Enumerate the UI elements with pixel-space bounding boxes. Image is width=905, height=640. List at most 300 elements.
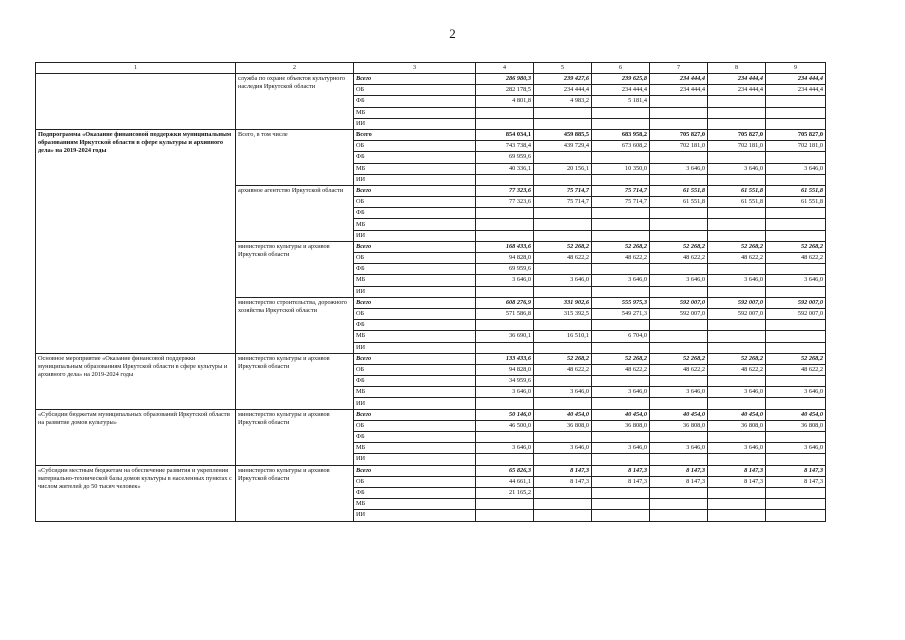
header-cell: 5 xyxy=(534,63,592,74)
budget-table xyxy=(35,62,826,522)
amount-cell xyxy=(650,96,708,107)
funding-source-cell: МБ xyxy=(354,107,476,118)
program-name-cell: «Субсидии бюджетам муниципальных образований Иркутской области на развитие домов культуры» xyxy=(36,409,236,465)
amount-cell xyxy=(766,320,826,331)
amount-cell xyxy=(708,432,766,443)
amount-cell xyxy=(650,487,708,498)
amount-cell xyxy=(766,264,826,275)
funding-source-cell: Всего xyxy=(354,353,476,364)
funding-source-cell: ОБ xyxy=(354,308,476,319)
amount-cell: 36 808,0 xyxy=(592,420,650,431)
header-cell: 6 xyxy=(592,63,650,74)
funding-source-cell: Всего xyxy=(354,129,476,140)
amount-cell: 21 165,2 xyxy=(476,487,534,498)
amount-cell: 36 690,1 xyxy=(476,331,534,342)
executor-cell: министерство культуры и архивов Иркутской области xyxy=(236,409,354,465)
amount-cell: 52 268,2 xyxy=(708,353,766,364)
amount-cell: 8 147,3 xyxy=(534,465,592,476)
amount-cell xyxy=(592,454,650,465)
amount-cell: 234 444,4 xyxy=(592,85,650,96)
amount-cell xyxy=(476,510,534,521)
amount-cell xyxy=(592,398,650,409)
executor-cell: министерство культуры и архивов Иркутской области xyxy=(236,241,354,297)
amount-cell: 3 646,0 xyxy=(534,443,592,454)
amount-cell xyxy=(650,118,708,129)
funding-source-cell: ФБ xyxy=(354,208,476,219)
amount-cell: 48 622,2 xyxy=(650,253,708,264)
amount-cell: 40 454,0 xyxy=(534,409,592,420)
amount-cell xyxy=(534,499,592,510)
amount-cell xyxy=(766,376,826,387)
amount-cell xyxy=(534,208,592,219)
funding-source-cell: ОБ xyxy=(354,253,476,264)
amount-cell xyxy=(766,152,826,163)
amount-cell: 705 827,0 xyxy=(708,129,766,140)
amount-cell: 75 714,7 xyxy=(592,197,650,208)
amount-cell xyxy=(708,286,766,297)
amount-cell: 549 271,3 xyxy=(592,308,650,319)
amount-cell xyxy=(592,510,650,521)
amount-cell: 702 181,0 xyxy=(766,141,826,152)
amount-cell xyxy=(592,487,650,498)
funding-source-cell: ОБ xyxy=(354,364,476,375)
header-cell: 9 xyxy=(766,63,826,74)
amount-cell: 52 268,2 xyxy=(592,241,650,252)
executor-cell: Всего, в том числе xyxy=(236,129,354,185)
amount-cell xyxy=(766,432,826,443)
amount-cell: 69 959,6 xyxy=(476,152,534,163)
amount-cell: 10 350,0 xyxy=(592,163,650,174)
amount-cell: 331 902,6 xyxy=(534,297,592,308)
amount-cell: 592 007,0 xyxy=(650,297,708,308)
amount-cell xyxy=(476,230,534,241)
amount-cell xyxy=(650,331,708,342)
amount-cell xyxy=(476,219,534,230)
amount-cell: 702 181,0 xyxy=(650,141,708,152)
amount-cell xyxy=(592,376,650,387)
amount-cell: 3 646,0 xyxy=(650,443,708,454)
amount-cell: 48 622,2 xyxy=(534,253,592,264)
amount-cell xyxy=(592,230,650,241)
amount-cell xyxy=(708,230,766,241)
program-name-cell: Подпрограмма «Оказание финансовой поддержки муниципальным образованиям Иркутской области в сфере культуры и архивного дела» на 2019-2024 годы xyxy=(36,129,236,353)
amount-cell: 61 551,8 xyxy=(650,197,708,208)
amount-cell: 48 622,2 xyxy=(766,253,826,264)
amount-cell xyxy=(766,230,826,241)
funding-source-cell: ФБ xyxy=(354,487,476,498)
amount-cell: 48 622,2 xyxy=(766,364,826,375)
amount-cell: 315 392,5 xyxy=(534,308,592,319)
amount-cell xyxy=(476,320,534,331)
amount-cell xyxy=(534,398,592,409)
amount-cell xyxy=(708,331,766,342)
amount-cell: 234 444,4 xyxy=(534,85,592,96)
amount-cell xyxy=(708,376,766,387)
amount-cell xyxy=(476,432,534,443)
amount-cell: 46 500,0 xyxy=(476,420,534,431)
amount-cell: 168 433,6 xyxy=(476,241,534,252)
amount-cell: 3 646,0 xyxy=(766,443,826,454)
amount-cell: 705 827,0 xyxy=(650,129,708,140)
amount-cell: 3 646,0 xyxy=(476,443,534,454)
executor-cell: министерство строительства, дорожного хозяйства Иркутской области xyxy=(236,297,354,353)
amount-cell: 75 714,7 xyxy=(534,185,592,196)
amount-cell xyxy=(650,320,708,331)
amount-cell xyxy=(592,152,650,163)
amount-cell: 286 980,3 xyxy=(476,74,534,85)
amount-cell xyxy=(650,152,708,163)
program-name-cell xyxy=(36,74,236,130)
amount-cell: 94 828,0 xyxy=(476,253,534,264)
funding-source-cell: МБ xyxy=(354,331,476,342)
amount-cell xyxy=(476,107,534,118)
executor-cell: министерство культуры и архивов Иркутской области xyxy=(236,353,354,409)
amount-cell: 234 444,4 xyxy=(708,74,766,85)
amount-cell: 8 147,3 xyxy=(650,465,708,476)
funding-source-cell: ФБ xyxy=(354,376,476,387)
amount-cell: 239 625,8 xyxy=(592,74,650,85)
funding-source-cell: ФБ xyxy=(354,320,476,331)
amount-cell xyxy=(534,286,592,297)
funding-source-cell: ОБ xyxy=(354,476,476,487)
amount-cell xyxy=(766,510,826,521)
amount-cell xyxy=(708,208,766,219)
amount-cell: 571 586,8 xyxy=(476,308,534,319)
funding-source-cell: ФБ xyxy=(354,152,476,163)
amount-cell: 282 178,5 xyxy=(476,85,534,96)
amount-cell xyxy=(766,342,826,353)
amount-cell: 8 147,3 xyxy=(650,476,708,487)
amount-cell xyxy=(592,174,650,185)
amount-cell: 48 622,2 xyxy=(592,364,650,375)
amount-cell xyxy=(766,454,826,465)
amount-cell xyxy=(708,107,766,118)
amount-cell: 36 808,0 xyxy=(708,420,766,431)
amount-cell: 234 444,4 xyxy=(650,74,708,85)
funding-source-cell: ОБ xyxy=(354,197,476,208)
amount-cell xyxy=(708,96,766,107)
amount-cell: 3 646,0 xyxy=(592,275,650,286)
amount-cell: 743 738,4 xyxy=(476,141,534,152)
amount-cell xyxy=(650,230,708,241)
amount-cell: 3 646,0 xyxy=(592,443,650,454)
amount-cell: 65 826,3 xyxy=(476,465,534,476)
table-row xyxy=(36,409,826,420)
amount-cell xyxy=(708,264,766,275)
amount-cell: 94 828,0 xyxy=(476,364,534,375)
program-name-cell: Основное мероприятие «Оказание финансовой поддержки муниципальным образованиям Иркутской области в сфере культуры и архивного дела» на 2019-2024 годы xyxy=(36,353,236,409)
amount-cell xyxy=(534,342,592,353)
amount-cell xyxy=(476,454,534,465)
amount-cell: 75 714,7 xyxy=(592,185,650,196)
amount-cell: 61 551,8 xyxy=(708,197,766,208)
amount-cell: 3 646,0 xyxy=(592,387,650,398)
amount-cell: 3 646,0 xyxy=(534,275,592,286)
amount-cell xyxy=(650,398,708,409)
funding-source-cell: ИИ xyxy=(354,398,476,409)
amount-cell: 52 268,2 xyxy=(766,353,826,364)
amount-cell: 702 181,0 xyxy=(708,141,766,152)
amount-cell: 234 444,4 xyxy=(766,85,826,96)
funding-source-cell: Всего xyxy=(354,297,476,308)
amount-cell: 5 181,4 xyxy=(592,96,650,107)
header-cell: 3 xyxy=(354,63,476,74)
amount-cell xyxy=(708,487,766,498)
header-cell: 7 xyxy=(650,63,708,74)
amount-cell xyxy=(534,230,592,241)
amount-cell: 77 323,6 xyxy=(476,185,534,196)
amount-cell: 48 622,2 xyxy=(708,364,766,375)
amount-cell xyxy=(708,320,766,331)
amount-cell xyxy=(534,320,592,331)
amount-cell: 52 268,2 xyxy=(534,241,592,252)
amount-cell xyxy=(766,286,826,297)
amount-cell xyxy=(534,432,592,443)
table-row xyxy=(36,353,826,364)
amount-cell: 3 646,0 xyxy=(708,443,766,454)
amount-cell xyxy=(708,118,766,129)
funding-source-cell: Всего xyxy=(354,185,476,196)
amount-cell: 8 147,3 xyxy=(592,465,650,476)
amount-cell: 555 975,3 xyxy=(592,297,650,308)
funding-source-cell: ИИ xyxy=(354,342,476,353)
amount-cell: 592 007,0 xyxy=(766,308,826,319)
amount-cell: 40 454,0 xyxy=(708,409,766,420)
amount-cell xyxy=(592,118,650,129)
amount-cell xyxy=(592,342,650,353)
header-cell: 4 xyxy=(476,63,534,74)
executor-cell: служба по охране объектов культурного наследия Иркутской области xyxy=(236,74,354,130)
amount-cell: 673 608,2 xyxy=(592,141,650,152)
amount-cell: 8 147,3 xyxy=(766,465,826,476)
funding-source-cell: Всего xyxy=(354,74,476,85)
amount-cell xyxy=(476,499,534,510)
amount-cell: 16 510,1 xyxy=(534,331,592,342)
amount-cell: 61 551,8 xyxy=(766,197,826,208)
amount-cell: 8 147,3 xyxy=(708,476,766,487)
funding-source-cell: МБ xyxy=(354,443,476,454)
amount-cell: 608 276,9 xyxy=(476,297,534,308)
amount-cell: 8 147,3 xyxy=(766,476,826,487)
amount-cell xyxy=(766,499,826,510)
amount-cell: 40 336,1 xyxy=(476,163,534,174)
amount-cell xyxy=(534,107,592,118)
amount-cell: 234 444,4 xyxy=(650,85,708,96)
funding-source-cell: МБ xyxy=(354,499,476,510)
amount-cell xyxy=(650,454,708,465)
amount-cell: 133 433,6 xyxy=(476,353,534,364)
funding-source-cell: МБ xyxy=(354,275,476,286)
amount-cell xyxy=(708,342,766,353)
amount-cell xyxy=(534,219,592,230)
amount-cell: 3 646,0 xyxy=(766,163,826,174)
amount-cell: 52 268,2 xyxy=(650,241,708,252)
funding-source-cell: ОБ xyxy=(354,85,476,96)
amount-cell: 3 646,0 xyxy=(708,387,766,398)
amount-cell xyxy=(476,174,534,185)
executor-cell: министерство культуры и архивов Иркутской области xyxy=(236,465,354,521)
executor-cell: архивное агентство Иркутской области xyxy=(236,185,354,241)
amount-cell: 52 268,2 xyxy=(708,241,766,252)
header-cell: 2 xyxy=(236,63,354,74)
amount-cell xyxy=(534,152,592,163)
amount-cell: 592 007,0 xyxy=(650,308,708,319)
funding-source-cell: МБ xyxy=(354,163,476,174)
amount-cell xyxy=(766,398,826,409)
funding-source-cell: ФБ xyxy=(354,432,476,443)
table-row xyxy=(36,129,826,140)
amount-cell xyxy=(534,376,592,387)
amount-cell: 3 646,0 xyxy=(766,387,826,398)
amount-cell xyxy=(708,499,766,510)
amount-cell: 77 323,6 xyxy=(476,197,534,208)
amount-cell: 3 646,0 xyxy=(766,275,826,286)
amount-cell xyxy=(534,264,592,275)
amount-cell xyxy=(592,264,650,275)
header-cell: 1 xyxy=(36,63,236,74)
amount-cell: 52 268,2 xyxy=(650,353,708,364)
amount-cell xyxy=(650,376,708,387)
amount-cell xyxy=(592,208,650,219)
amount-cell: 592 007,0 xyxy=(766,297,826,308)
amount-cell xyxy=(708,398,766,409)
amount-cell xyxy=(534,174,592,185)
amount-cell: 40 454,0 xyxy=(592,409,650,420)
funding-source-cell: ОБ xyxy=(354,141,476,152)
amount-cell: 705 827,0 xyxy=(766,129,826,140)
amount-cell: 854 034,1 xyxy=(476,129,534,140)
amount-cell xyxy=(592,432,650,443)
amount-cell: 52 268,2 xyxy=(592,353,650,364)
funding-source-cell: ФБ xyxy=(354,96,476,107)
funding-source-cell: ОБ xyxy=(354,420,476,431)
amount-cell: 3 646,0 xyxy=(650,163,708,174)
amount-cell xyxy=(534,487,592,498)
amount-cell: 459 885,5 xyxy=(534,129,592,140)
amount-cell: 34 959,6 xyxy=(476,376,534,387)
amount-cell: 20 156,1 xyxy=(534,163,592,174)
funding-source-cell: ИИ xyxy=(354,510,476,521)
amount-cell: 8 147,3 xyxy=(592,476,650,487)
funding-source-cell: ИИ xyxy=(354,174,476,185)
amount-cell: 61 551,8 xyxy=(708,185,766,196)
amount-cell xyxy=(592,320,650,331)
table-row xyxy=(36,465,826,476)
amount-cell: 52 268,2 xyxy=(534,353,592,364)
amount-cell xyxy=(592,286,650,297)
amount-cell: 3 646,0 xyxy=(708,275,766,286)
funding-source-cell: Всего xyxy=(354,241,476,252)
funding-source-cell: МБ xyxy=(354,387,476,398)
amount-cell: 3 646,0 xyxy=(534,387,592,398)
amount-cell: 48 622,2 xyxy=(592,253,650,264)
amount-cell xyxy=(534,454,592,465)
funding-source-cell: Всего xyxy=(354,465,476,476)
amount-cell xyxy=(592,499,650,510)
amount-cell: 4 801,8 xyxy=(476,96,534,107)
amount-cell xyxy=(650,510,708,521)
amount-cell xyxy=(650,107,708,118)
amount-cell: 8 147,3 xyxy=(708,465,766,476)
header-row xyxy=(36,63,826,74)
amount-cell: 61 551,8 xyxy=(766,185,826,196)
amount-cell xyxy=(766,118,826,129)
amount-cell: 52 268,2 xyxy=(766,241,826,252)
amount-cell: 3 646,0 xyxy=(650,275,708,286)
amount-cell: 3 646,0 xyxy=(708,163,766,174)
amount-cell: 234 444,4 xyxy=(708,85,766,96)
amount-cell xyxy=(534,118,592,129)
amount-cell xyxy=(476,208,534,219)
amount-cell: 48 622,2 xyxy=(650,364,708,375)
amount-cell xyxy=(708,510,766,521)
amount-cell: 3 646,0 xyxy=(476,275,534,286)
amount-cell xyxy=(766,208,826,219)
amount-cell xyxy=(766,219,826,230)
header-cell: 8 xyxy=(708,63,766,74)
amount-cell xyxy=(650,219,708,230)
amount-cell: 69 959,6 xyxy=(476,264,534,275)
amount-cell: 239 427,6 xyxy=(534,74,592,85)
amount-cell: 61 551,8 xyxy=(650,185,708,196)
amount-cell xyxy=(476,342,534,353)
amount-cell: 48 622,2 xyxy=(708,253,766,264)
amount-cell: 3 646,0 xyxy=(476,387,534,398)
funding-source-cell: ИИ xyxy=(354,118,476,129)
amount-cell: 40 454,0 xyxy=(650,409,708,420)
amount-cell: 36 808,0 xyxy=(766,420,826,431)
amount-cell xyxy=(708,454,766,465)
amount-cell xyxy=(592,107,650,118)
amount-cell xyxy=(766,174,826,185)
amount-cell xyxy=(708,152,766,163)
funding-source-cell: ИИ xyxy=(354,230,476,241)
amount-cell xyxy=(766,487,826,498)
amount-cell xyxy=(766,331,826,342)
amount-cell: 36 808,0 xyxy=(534,420,592,431)
amount-cell xyxy=(650,342,708,353)
page-number: 2 xyxy=(449,26,456,41)
amount-cell: 48 622,2 xyxy=(534,364,592,375)
funding-source-cell: ФБ xyxy=(354,264,476,275)
amount-cell xyxy=(592,219,650,230)
amount-cell: 439 729,4 xyxy=(534,141,592,152)
amount-cell xyxy=(650,499,708,510)
funding-source-cell: МБ xyxy=(354,219,476,230)
funding-source-cell: ИИ xyxy=(354,286,476,297)
amount-cell xyxy=(766,107,826,118)
program-name-cell: «Субсидии местным бюджетам на обеспечение развития и укрепления материально-технической базы домов культуры в населенных пунктах с числом жителей до 50 тысяч человек» xyxy=(36,465,236,521)
amount-cell: 6 704,0 xyxy=(592,331,650,342)
amount-cell: 3 646,0 xyxy=(650,387,708,398)
amount-cell: 592 007,0 xyxy=(708,297,766,308)
amount-cell: 36 808,0 xyxy=(650,420,708,431)
amount-cell xyxy=(708,174,766,185)
amount-cell: 592 007,0 xyxy=(708,308,766,319)
amount-cell xyxy=(476,286,534,297)
amount-cell xyxy=(476,398,534,409)
amount-cell xyxy=(650,286,708,297)
amount-cell xyxy=(708,219,766,230)
amount-cell: 4 983,2 xyxy=(534,96,592,107)
funding-source-cell: Всего xyxy=(354,409,476,420)
amount-cell xyxy=(534,510,592,521)
amount-cell: 50 146,0 xyxy=(476,409,534,420)
amount-cell: 234 444,4 xyxy=(766,74,826,85)
amount-cell xyxy=(766,96,826,107)
amount-cell xyxy=(650,208,708,219)
funding-source-cell: ИИ xyxy=(354,454,476,465)
